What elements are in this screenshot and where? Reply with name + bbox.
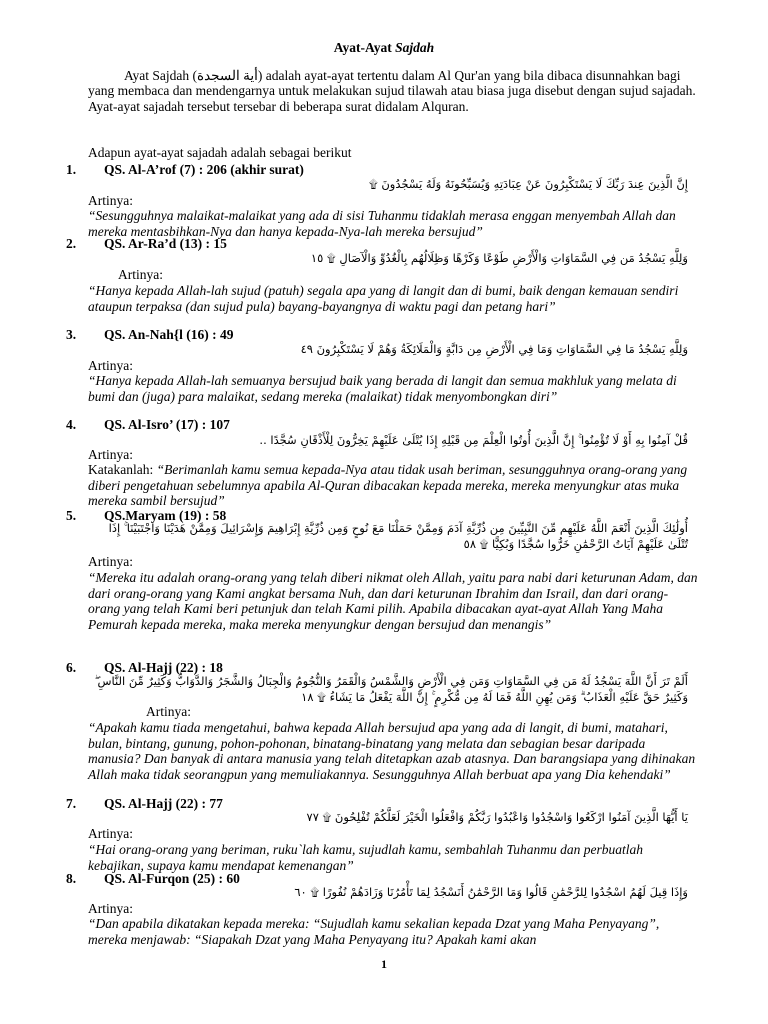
item-1-arabic: إِنَّ الَّذِينَ عِندَ رَبِّكَ لَا يَسْتَكْبِرُونَ عَنْ عِبَادَتِهِ وَيُسَبِّحُونَهُ وَلَهُ يَسْجُدُونَ ۩ <box>368 177 688 191</box>
intro-paragraph: Ayat Sajdah (أية السجدة) adalah ayat-ayat tertentu dalam Al Qur'an yang bila dibaca disunnahkan bagi yang membaca dan mendengarnya untuk melakukan sujud tilawah atau biasa juga disebut dengan sujud sajadah. Ayat-ayat sajadah tersebut tersebar di beberapa surat didalam Alquran. <box>88 68 696 114</box>
item-7-reference: QS. Al-Hajj (22) : 77 <box>104 796 223 811</box>
page-number: 1 <box>381 957 387 971</box>
item-7-arabic: يَا أَيُّهَا الَّذِينَ آمَنُوا ارْكَعُوا وَاسْجُدُوا وَاعْبُدُوا رَبَّكُمْ وَافْعَلُوا الْخَيْرَ لَعَلَّكُمْ تُفْلِحُونَ ۩ ٧٧ <box>306 810 688 824</box>
item-2-number: 2. <box>66 236 77 251</box>
item-8-translation: “Dan apabila dikatakan kepada mereka: “Sujudlah kamu sekalian kepada Dzat yang Maha Penyayang”, mereka menjawab: “Siapakah Dzat yang Maha Penyayang itu? Apakah kami akan <box>88 916 660 947</box>
item-5-translation: “Mereka itu adalah orang-orang yang telah diberi nikmat oleh Allah, yaitu para nabi dari keturunan Adam, dan dari orang-orang yang Kami angkat bersama Nuh, dan dari keturunan Ibrahim dan Israil, dan dari orang-orang yang telah Kami beri petunjuk dan telah Kami pilih. Apabila dibacakan ayat-ayat Allah Yang Maha Pemurah kepada mereka, maka mereka menyungkur dengan bersujud dan menangis” <box>88 570 698 632</box>
item-2-arabic: وَلِلَّهِ يَسْجُدُ مَن فِي السَّمَاوَاتِ وَالْأَرْضِ طَوْعًا وَكَرْهًا وَظِلَالُهُم بِالْغُدُوِّ وَالْآصَالِ ۩ ١٥ <box>310 251 688 265</box>
item-4-label: Artinya: <box>88 447 133 462</box>
item-4-arabic: قُلْ آمِنُوا بِهِ أَوْ لَا تُؤْمِنُوا ۚ إِنَّ الَّذِينَ أُوتُوا الْعِلْمَ مِن قَبْلِهِ إِذَا يُتْلَىٰ عَلَيْهِمْ يَخِرُّونَ لِلْأَذْقَانِ سُجَّدًا .. <box>259 433 688 447</box>
item-2-translation: “Hanya kepada Allah-lah sujud (patuh) segala apa yang di langit dan di bumi, baik dengan kemauan sendiri ataupun terpaksa (dan sujud pula) bayang-bayangnya di waktu pagi dan petang hari” <box>88 283 679 314</box>
item-8-reference: QS. Al-Furqon (25) : 60 <box>104 871 240 886</box>
item-1-translation: “Sesungguhnya malaikat-malaikat yang ada di sisi Tuhanmu tidaklah merasa enggan menyembah Allah dan mereka mentasbihkan-Nya dan hanya kepada-Nya-lah mereka bersujud” <box>88 208 676 239</box>
item-6-translation: “Apakah kamu tiada mengetahui, bahwa kepada Allah bersujud apa yang ada di langit, di bumi, matahari, bulan, bintang, gunung, pohon-pohonan, binatang-binatang yang melata dan sebagian besar daripada manusia? Dan banyak di antara manusia yang telah ditetapkan azab atasnya. Dan barangsiapa yang dihinakan Allah maka tidak seorangpun yang memuliakannya. Sesungguhnya Allah berbuat apa yang Dia kehendaki” <box>88 720 696 782</box>
item-6-label: Artinya: <box>146 704 191 719</box>
item-8-arabic: وَإِذَا قِيلَ لَهُمُ اسْجُدُوا لِلرَّحْمَٰنِ قَالُوا وَمَا الرَّحْمَٰنُ أَنَسْجُدُ لِمَا تَأْمُرُنَا وَزَادَهُمْ نُفُورًا ۩ ٦٠ <box>294 885 688 899</box>
item-1-number: 1. <box>66 162 77 177</box>
item-5-label: Artinya: <box>88 554 133 569</box>
item-1-reference: QS. Al-A’rof (7) : 206 (akhir surat) <box>104 162 304 177</box>
lead-paragraph: Adapun ayat-ayat sajadah adalah sebagai berikut <box>88 145 352 160</box>
item-2-reference: QS. Ar-Ra’d (13) : 15 <box>104 236 227 251</box>
page-title: Ayat-Ayat Sajdah <box>333 40 435 55</box>
item-4-reference: QS. Al-Isro’ (17) : 107 <box>104 417 230 432</box>
item-8-number: 8. <box>66 871 77 886</box>
item-7-translation: “Hai orang-orang yang beriman, ruku`lah kamu, sujudlah kamu, sembahlah Tuhanmu dan perbuatlah kebajikan, supaya kamu mendapat kemenangan” <box>88 842 643 873</box>
item-4-number: 4. <box>66 417 77 432</box>
item-3-reference: QS. An-Nah{l (16) : 49 <box>104 327 234 342</box>
item-5-number: 5. <box>66 508 77 523</box>
item-1-label: Artinya: <box>88 193 133 208</box>
item-3-translation: “Hanya kepada Allah-lah semuanya bersujud baik yang berada di langit dan semua makhluk yang melata di bumi dan (juga) para malaikat, sedang mereka (malaikat) tidak menyombongkan diri” <box>88 373 677 404</box>
item-8-label: Artinya: <box>88 901 133 916</box>
item-3-label: Artinya: <box>88 358 133 373</box>
item-6-reference: QS. Al-Hajj (22) : 18 <box>104 660 223 675</box>
item-6-arabic: أَلَمْ تَرَ أَنَّ اللَّهَ يَسْجُدُ لَهُ مَن فِي السَّمَاوَاتِ وَمَن فِي الْأَرْضِ وَالشَّمْسُ وَالْقَمَرُ وَالنُّجُومُ وَالْجِبَالُ وَالشَّجَرُ وَالدَّوَابُّ وَكَثِيرٌ مِّنَ النَّاسِ ۖ وَكَثِيرٌ حَقَّ عَلَيْهِ الْعَذَابُ ۗ وَمَن يُهِنِ اللَّهُ فَمَا لَهُ مِن مُّكْرِمٍ ۚ إِنَّ اللَّهَ يَفْعَلُ مَا يَشَاءُ ۩ ١٨ <box>94 674 688 704</box>
item-3-number: 3. <box>66 327 77 342</box>
item-3-arabic: وَلِلَّهِ يَسْجُدُ مَا فِي السَّمَاوَاتِ وَمَا فِي الْأَرْضِ مِن دَابَّةٍ وَالْمَلَائِكَةُ وَهُمْ لَا يَسْتَكْبِرُونَ ٤٩ <box>300 342 688 356</box>
item-7-number: 7. <box>66 796 77 811</box>
item-7-label: Artinya: <box>88 826 133 841</box>
item-2-label: Artinya: <box>118 267 163 282</box>
item-6-number: 6. <box>66 660 77 675</box>
item-5-arabic: أُولَٰئِكَ الَّذِينَ أَنْعَمَ اللَّهُ عَلَيْهِم مِّنَ النَّبِيِّينَ مِن ذُرِّيَّةِ آدَمَ وَمِمَّنْ حَمَلْنَا مَعَ نُوحٍ وَمِن ذُرِّيَّةِ إِبْرَاهِيمَ وَإِسْرَائِيلَ وَمِمَّنْ هَدَيْنَا وَاجْتَبَيْنَا ۚ إِذَا تُتْلَىٰ عَلَيْهِمْ آيَاتُ الرَّحْمَٰنِ خَرُّوا سُجَّدًا وَبُكِيًّا ۩ ٥٨ <box>108 521 688 551</box>
item-5-reference: QS.Maryam (19) : 58 <box>104 508 227 523</box>
item-4-translation: Katakanlah: “Berimanlah kamu semua kepada-Nya atau tidak usah beriman, sesungguhnya orang-orang yang diberi pengetahuan sebelumnya apabila Al-Quran dibacakan kepada mereka, mereka menyungkur atas muka mereka sambil bersujud” <box>88 462 688 508</box>
